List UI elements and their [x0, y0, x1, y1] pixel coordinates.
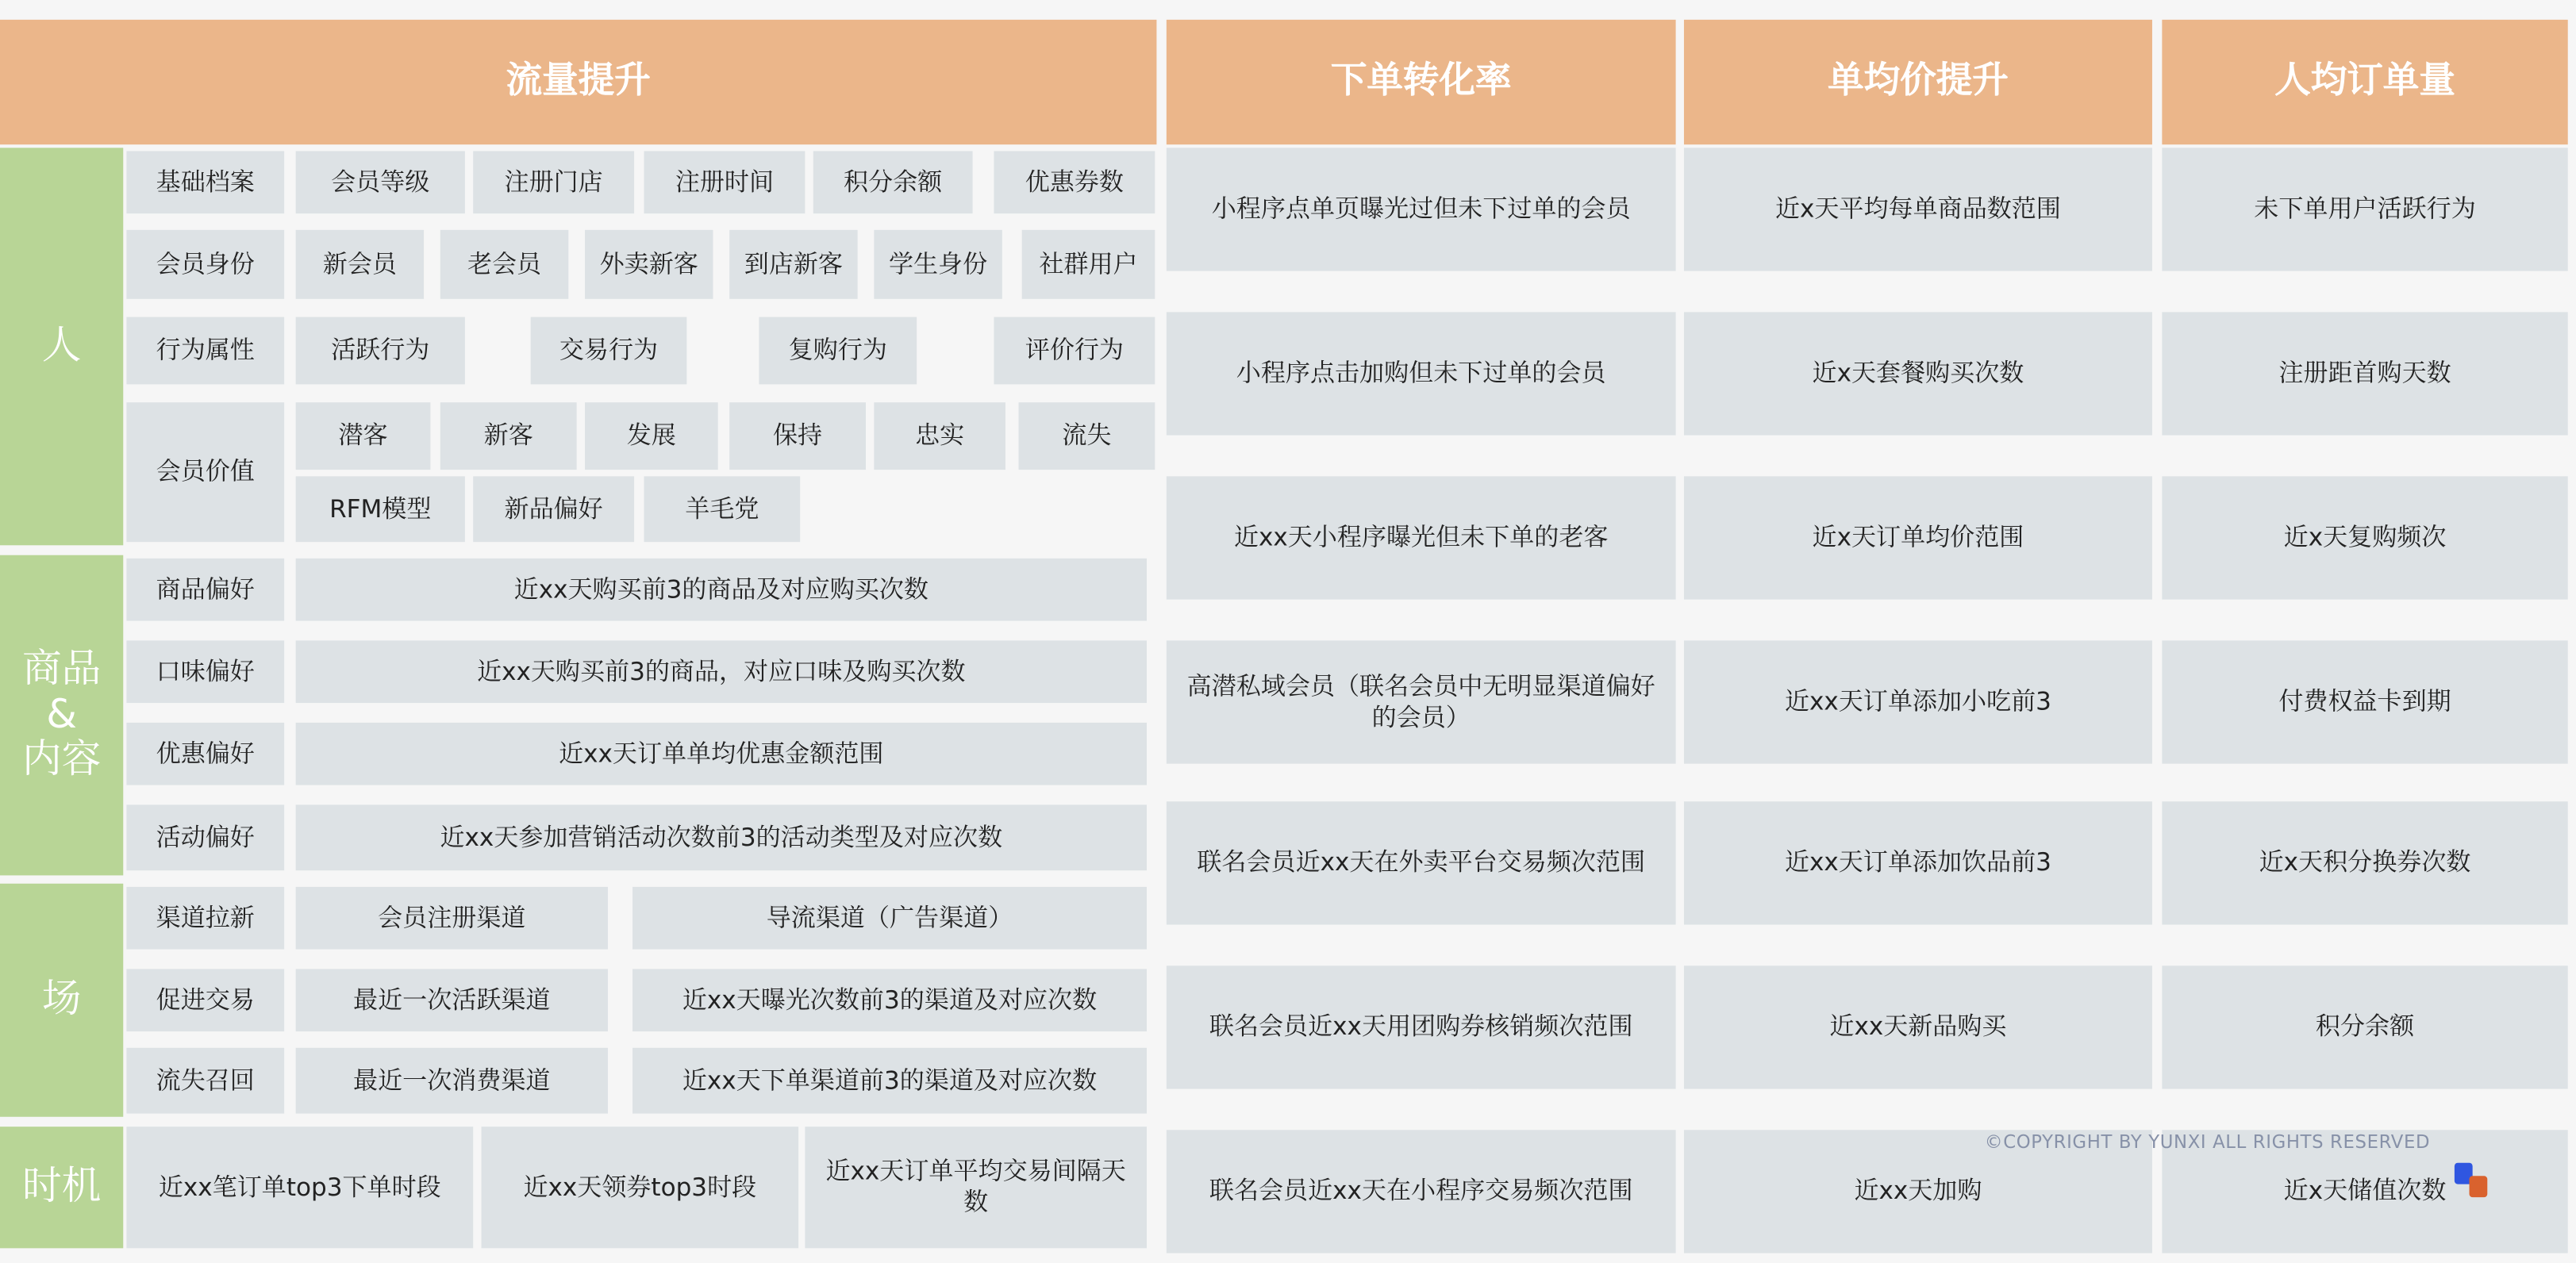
tag-cell: 忠实 [874, 402, 1005, 470]
row-label: 流失召回 [126, 1048, 284, 1114]
group-label: 人 [0, 148, 123, 545]
tag-cell: 复购行为 [759, 317, 917, 385]
row-label: 促进交易 [126, 969, 284, 1031]
tag-cell: 联名会员近xx天用团购券核销频次范围 [1167, 965, 1676, 1088]
tag-cell: 近xx天领券top3时段 [482, 1127, 799, 1248]
group-label: 商品 & 内容 [0, 555, 123, 876]
tag-cell: 近xx天订单添加饮品前3 [1684, 801, 2152, 924]
tag-cell: 近x天储值次数 [2162, 1130, 2567, 1253]
row-label: 商品偏好 [126, 559, 284, 621]
tag-cell: 保持 [729, 402, 866, 470]
tag-cell: 小程序点击加购但未下过单的会员 [1167, 312, 1676, 435]
tag-cell: 活跃行为 [296, 317, 465, 385]
tag-cell: 外卖新客 [585, 230, 713, 299]
tag-cell: 潜客 [296, 402, 431, 470]
tag-cell: 导流渠道（广告渠道） [632, 887, 1147, 950]
tag-cell: 最近一次消费渠道 [296, 1048, 608, 1114]
row-label: 口味偏好 [126, 640, 284, 703]
tag-cell: 近x天复购频次 [2162, 476, 2567, 599]
tag-cell: 注册距首购天数 [2162, 312, 2567, 435]
tag-cell: 评价行为 [994, 317, 1155, 385]
tag-cell: 近xx天购买前3的商品，对应口味及购买次数 [296, 640, 1147, 703]
column-header: 流量提升 [0, 20, 1156, 144]
tag-cell: 近xx笔订单top3下单时段 [126, 1127, 473, 1248]
tag-cell: 积分余额 [2162, 965, 2567, 1088]
tag-cell: 近xx天加购 [1684, 1130, 2152, 1253]
tag-cell: 小程序点单页曝光过但未下过单的会员 [1167, 148, 1676, 271]
tag-cell: 到店新客 [729, 230, 857, 299]
watermark: ©COPYRIGHT BY YUNXI ALL RIGHTS RESERVED [1984, 1131, 2431, 1154]
row-label: 会员价值 [126, 402, 284, 542]
tag-cell: 近xx天订单平均交易间隔天数 [805, 1127, 1147, 1248]
column-header: 下单转化率 [1167, 20, 1676, 144]
tag-cell: 近xx天参加营销活动次数前3的活动类型及对应次数 [296, 804, 1147, 870]
tag-cell: 近xx天曝光次数前3的渠道及对应次数 [632, 969, 1147, 1031]
tag-cell: 未下单用户活跃行为 [2162, 148, 2567, 271]
tag-cell: 社群用户 [1022, 230, 1155, 299]
tag-cell: 积分余额 [813, 151, 973, 213]
tag-cell: 流失 [1019, 402, 1155, 470]
tag-cell: 付费权益卡到期 [2162, 640, 2567, 763]
tag-cell: RFM模型 [296, 476, 465, 542]
tag-cell: 新品偏好 [473, 476, 634, 542]
tag-cell: 近xx天订单单均优惠金额范围 [296, 723, 1147, 785]
tag-cell: 近x天平均每单商品数范围 [1684, 148, 2152, 271]
tag-cell: 联名会员近xx天在小程序交易频次范围 [1167, 1130, 1676, 1253]
tag-cell: 学生身份 [874, 230, 1002, 299]
tag-cell: 交易行为 [531, 317, 687, 385]
tag-cell: 会员注册渠道 [296, 887, 608, 950]
tag-cell: 近x天套餐购买次数 [1684, 312, 2152, 435]
column-header: 人均订单量 [2162, 20, 2567, 144]
tag-cell: 注册时间 [644, 151, 805, 213]
row-label: 渠道拉新 [126, 887, 284, 950]
tag-cell: 优惠券数 [994, 151, 1155, 213]
tag-cell: 近xx天下单渠道前3的渠道及对应次数 [632, 1048, 1147, 1114]
row-label: 会员身份 [126, 230, 284, 299]
logo-icon-accent [2470, 1176, 2488, 1197]
tag-cell: 老会员 [440, 230, 568, 299]
group-label: 场 [0, 884, 123, 1117]
tag-cell: 发展 [585, 402, 718, 470]
row-label: 优惠偏好 [126, 723, 284, 785]
tag-cell: 会员等级 [296, 151, 465, 213]
tag-cell: 近x天积分换券次数 [2162, 801, 2567, 924]
tag-cell: 近xx天订单添加小吃前3 [1684, 640, 2152, 763]
tag-cell: 新会员 [296, 230, 424, 299]
tag-cell: 新客 [440, 402, 577, 470]
tag-cell: 近xx天小程序曝光但未下单的老客 [1167, 476, 1676, 599]
tag-cell: 注册门店 [473, 151, 634, 213]
tag-cell: 高潜私域会员（联名会员中无明显渠道偏好的会员） [1167, 640, 1676, 763]
tag-cell: 羊毛党 [644, 476, 801, 542]
tag-cell: 近x天订单均价范围 [1684, 476, 2152, 599]
tag-cell: 最近一次活跃渠道 [296, 969, 608, 1031]
row-label: 活动偏好 [126, 804, 284, 870]
tag-cell: 近xx天购买前3的商品及对应购买次数 [296, 559, 1147, 621]
row-label: 行为属性 [126, 317, 284, 385]
group-label: 时机 [0, 1127, 123, 1248]
row-label: 基础档案 [126, 151, 284, 213]
column-header: 单均价提升 [1684, 20, 2152, 144]
tag-cell: 近xx天新品购买 [1684, 965, 2152, 1088]
tag-cell: 联名会员近xx天在外卖平台交易频次范围 [1167, 801, 1676, 924]
